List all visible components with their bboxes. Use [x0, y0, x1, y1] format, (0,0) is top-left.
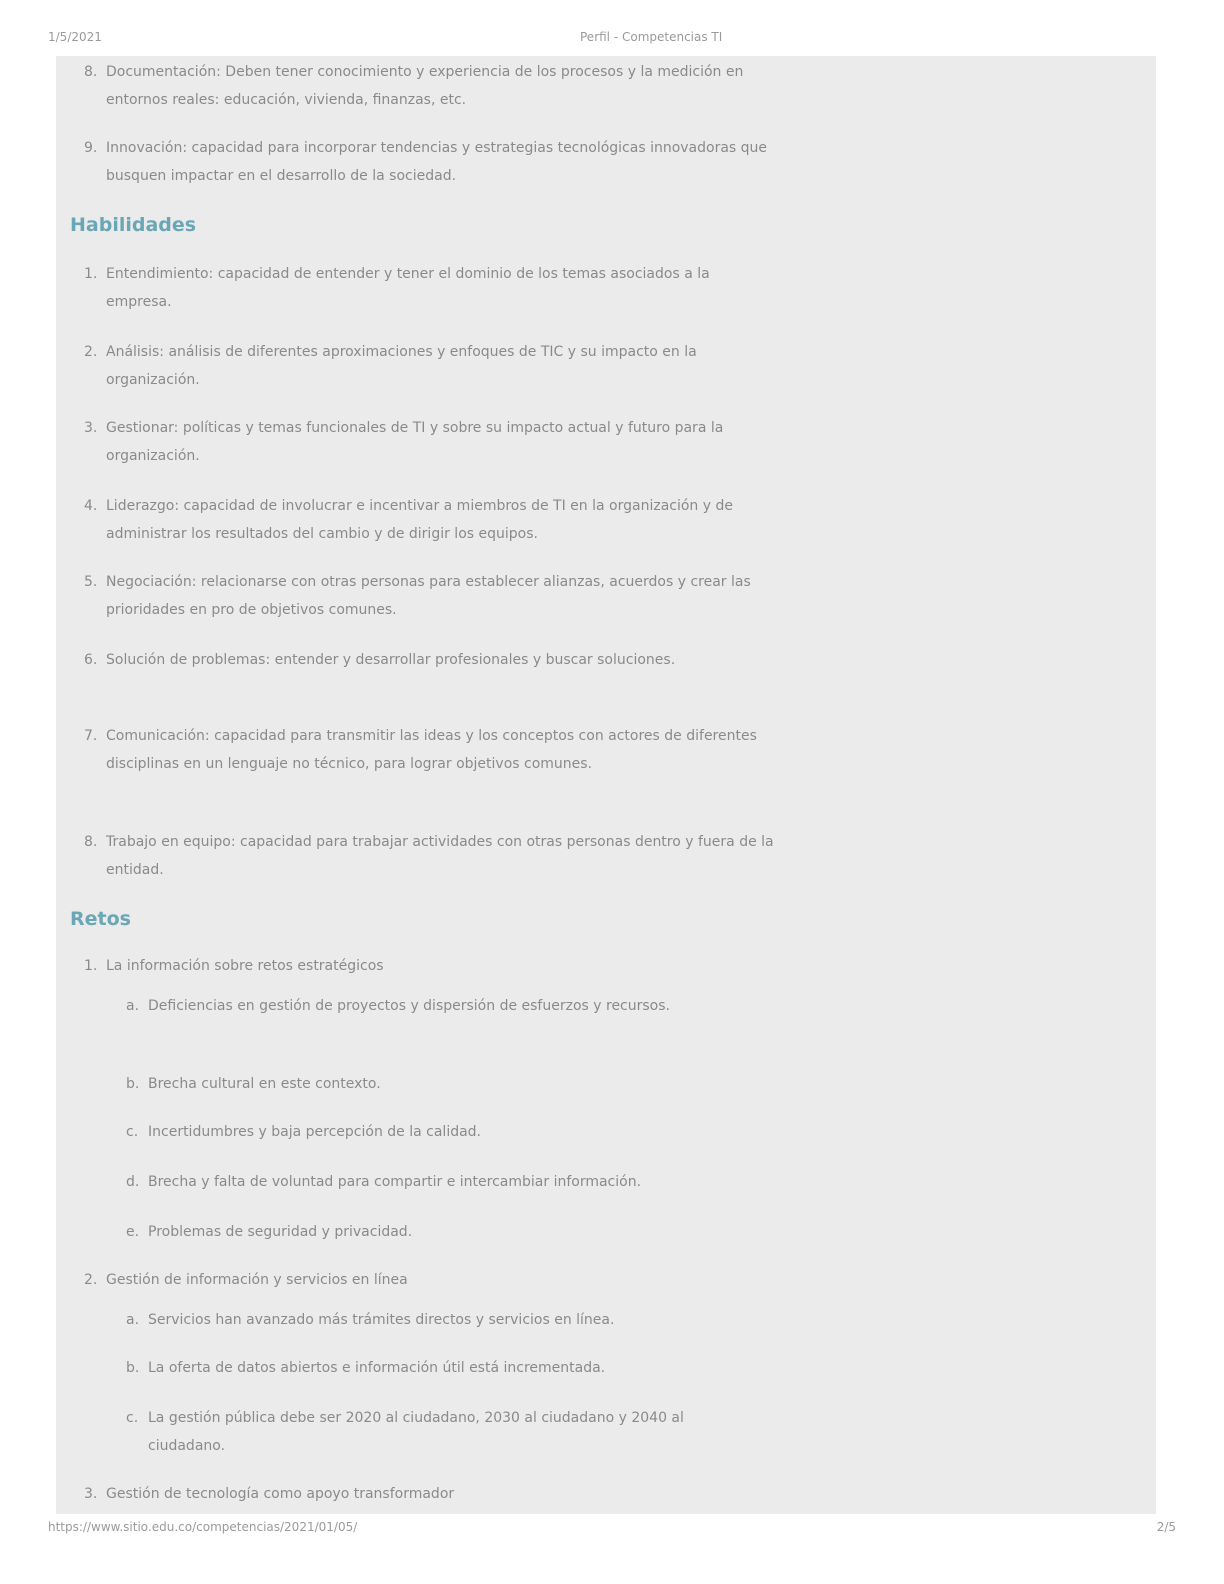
item-text: Innovación: capacidad para incorporar tendencias y estrategias tecnológicas innovadoras que busquen impactar en el desarrollo de la sociedad.	[106, 140, 768, 184]
print-header	[48, 30, 768, 48]
list-item	[84, 646, 774, 674]
list-item	[84, 722, 774, 778]
item-text: Servicios han avanzado más trámites directos y servicios en línea.	[148, 1312, 615, 1328]
item-number: 1.	[84, 958, 98, 974]
item-letter: a.	[126, 998, 140, 1014]
sub-list-item	[126, 992, 726, 1020]
item-text: Brecha y falta de voluntad para compartir e intercambiar información.	[148, 1174, 642, 1190]
item-text: Deficiencias en gestión de proyectos y dispersión de esfuerzos y recursos.	[148, 998, 670, 1014]
sub-list-item	[126, 1218, 726, 1246]
item-number: 6.	[84, 652, 98, 668]
list-item	[84, 338, 774, 394]
item-number: 5.	[84, 574, 98, 590]
sub-list-item	[126, 1070, 726, 1098]
item-text: Documentación: Deben tener conocimiento y experiencia de los procesos y la medición en entornos reales: educación, vivienda, finanzas, etc.	[106, 64, 744, 108]
item-text: Brecha cultural en este contexto.	[148, 1076, 381, 1092]
item-number: 3.	[84, 420, 98, 436]
list-item	[84, 134, 774, 190]
item-text: La gestión pública debe ser 2020 al ciudadano, 2030 al ciudadano y 2040 al ciudadano.	[148, 1410, 684, 1454]
list-item	[84, 1266, 774, 1294]
list-item	[84, 260, 774, 316]
item-letter: b.	[126, 1076, 140, 1092]
item-text: Negociación: relacionarse con otras personas para establecer alianzas, acuerdos y crear las prioridades en pro de objetivos comunes.	[106, 574, 751, 618]
item-number: 9.	[84, 140, 98, 156]
sub-list-item	[126, 1354, 726, 1382]
document-page	[56, 56, 1156, 1514]
item-letter: e.	[126, 1224, 140, 1240]
list-item	[84, 828, 774, 884]
item-letter: a.	[126, 1312, 140, 1328]
item-letter: d.	[126, 1174, 140, 1190]
item-text: Gestionar: políticas y temas funcionales de TI y sobre su impacto actual y futuro para la organización.	[106, 420, 724, 464]
item-number: 4.	[84, 498, 98, 514]
item-text: Incertidumbres y baja percepción de la calidad.	[148, 1124, 482, 1140]
list-item	[84, 492, 774, 548]
page-number: 2/5	[1156, 1520, 1176, 1534]
print-title: Perfil - Competencias TI	[580, 30, 723, 44]
list-item	[84, 952, 774, 980]
item-text: La información sobre retos estratégicos	[106, 958, 384, 974]
item-number: 2.	[84, 1272, 98, 1288]
sub-list-item	[126, 1168, 726, 1196]
item-text: Análisis: análisis de diferentes aproximaciones y enfoques de TIC y su impacto en la organización.	[106, 344, 697, 388]
section-heading-habilidades: Habilidades	[70, 214, 197, 236]
list-item	[84, 1480, 774, 1508]
print-url: https://www.sitio.edu.co/competencias/2021/01/05/	[48, 1520, 358, 1534]
item-text: Problemas de seguridad y privacidad.	[148, 1224, 413, 1240]
item-text: Entendimiento: capacidad de entender y tener el dominio de los temas asociados a la empresa.	[106, 266, 710, 310]
sub-list-item	[126, 1404, 726, 1460]
print-footer	[48, 1520, 1176, 1538]
item-letter: c.	[126, 1124, 139, 1140]
item-number: 7.	[84, 728, 98, 744]
item-number: 3.	[84, 1486, 98, 1502]
item-text: Gestión de información y servicios en línea	[106, 1272, 408, 1288]
list-item	[84, 58, 774, 114]
sub-list-item	[126, 1306, 726, 1334]
item-text: Liderazgo: capacidad de involucrar e incentivar a miembros de TI en la organización y de administrar los resultados del cambio y de dirigir los equipos.	[106, 498, 733, 542]
sub-list-item	[126, 1118, 726, 1146]
item-number: 2.	[84, 344, 98, 360]
item-text: La oferta de datos abiertos e información útil está incrementada.	[148, 1360, 606, 1376]
item-number: 8.	[84, 64, 98, 80]
item-number: 8.	[84, 834, 98, 850]
item-text: Comunicación: capacidad para transmitir las ideas y los conceptos con actores de diferentes disciplinas en un lenguaje no técnico, para lograr objetivos comunes.	[106, 728, 757, 772]
item-text: Gestión de tecnología como apoyo transformador	[106, 1486, 455, 1502]
item-number: 1.	[84, 266, 98, 282]
list-item	[84, 414, 774, 470]
item-text: Solución de problemas: entender y desarrollar profesionales y buscar soluciones.	[106, 652, 676, 668]
item-letter: b.	[126, 1360, 140, 1376]
print-date: 1/5/2021	[48, 30, 102, 44]
list-item	[84, 568, 774, 624]
item-letter: c.	[126, 1410, 139, 1426]
section-heading-retos: Retos	[70, 908, 131, 930]
item-text: Trabajo en equipo: capacidad para trabajar actividades con otras personas dentro y fuera de la entidad.	[106, 834, 774, 878]
